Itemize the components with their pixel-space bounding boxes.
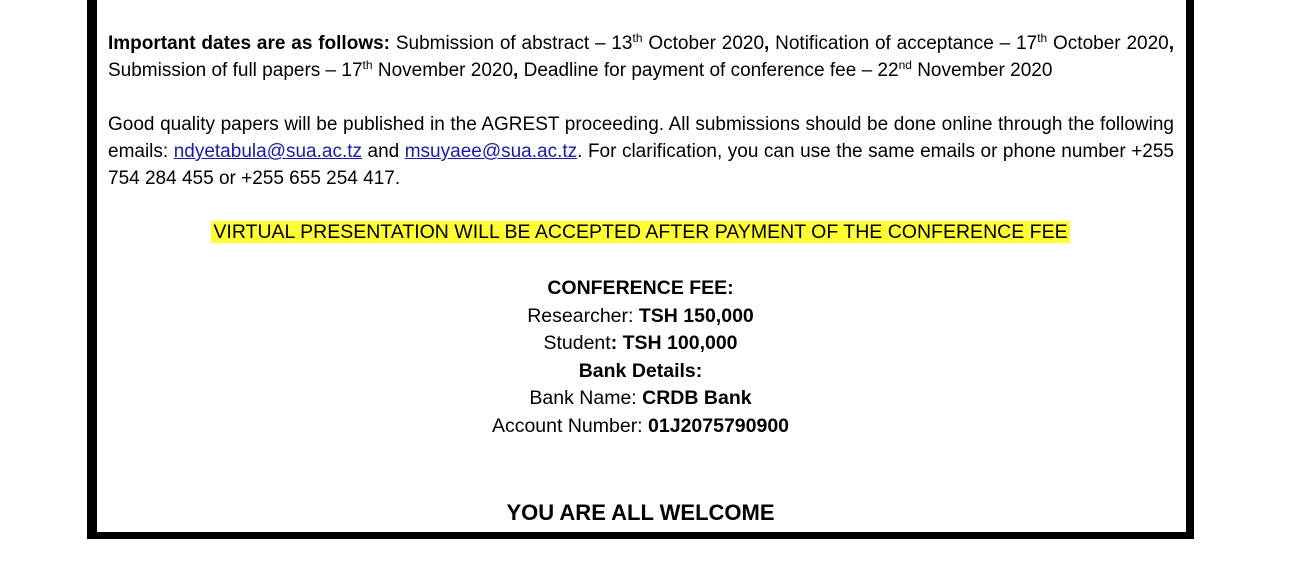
- important-dates-label: Important dates are as follows:: [108, 33, 390, 54]
- bank-details-heading: Bank Details:: [578, 359, 703, 382]
- email-link-msuyaee[interactable]: msuyaee@sua.ac.tz: [404, 141, 578, 162]
- highlighted-notice-text: VIRTUAL PRESENTATION WILL BE ACCEPTED AFTER PAYMENT OF THE CONFERENCE FEE: [213, 221, 1068, 243]
- abstract-date-text: Submission of abstract – 13: [390, 33, 633, 54]
- account-number-line: [97, 413, 1184, 441]
- researcher-label: Researcher:: [527, 304, 639, 327]
- account-number-label: Account Number:: [491, 414, 649, 437]
- separator: ,: [1168, 33, 1174, 54]
- separator: ,: [764, 33, 770, 54]
- virtual-presentation-notice: [97, 219, 1184, 247]
- email-link-ndyetabula[interactable]: ndyetabula@sua.ac.tz: [173, 141, 362, 162]
- ordinal-suffix: th: [632, 31, 643, 45]
- bank-name-line: [97, 385, 1184, 413]
- conference-fee-heading: CONFERENCE FEE:: [547, 277, 734, 299]
- conference-fee-section: [97, 275, 1184, 440]
- acceptance-date-text: Notification of acceptance – 17: [769, 33, 1038, 54]
- account-number-value: 01J2075790900: [648, 414, 790, 437]
- welcome-message: YOU ARE ALL WELCOME: [506, 500, 775, 525]
- fee-deadline-text: Deadline for payment of conference fee – 22: [518, 60, 899, 81]
- submission-text: Good quality papers will be published in the AGREST proceeding. All submissions should be done online through the following emails:: [108, 114, 1174, 162]
- researcher-fee-value: TSH 150,000: [638, 304, 754, 327]
- abstract-date-month: October 2020: [642, 33, 765, 54]
- conjunction-text: and: [362, 141, 405, 162]
- full-paper-date-text: Submission of full papers – 17: [108, 60, 363, 81]
- ordinal-suffix: nd: [898, 58, 912, 72]
- researcher-fee-line: [97, 303, 1184, 331]
- bank-name-label: Bank Name:: [529, 387, 643, 409]
- acceptance-date-month: October 2020: [1047, 33, 1169, 54]
- fee-deadline-month: November 2020: [911, 60, 1053, 81]
- student-fee-line: [97, 330, 1184, 358]
- student-fee-value: : TSH 100,000: [610, 332, 738, 354]
- ordinal-suffix: th: [1037, 31, 1048, 45]
- clarification-text: . For clarification, you can use the same emails or phone number +255 754 284 455 or +255 655 254 417.: [108, 141, 1174, 189]
- bank-name-value: CRDB Bank: [642, 387, 752, 409]
- important-dates-paragraph: [108, 30, 1174, 84]
- ordinal-suffix: th: [362, 58, 373, 72]
- separator: ,: [513, 60, 519, 81]
- full-paper-date-month: November 2020: [372, 60, 514, 81]
- student-label: Student: [543, 332, 611, 354]
- submission-paragraph: [108, 111, 1174, 192]
